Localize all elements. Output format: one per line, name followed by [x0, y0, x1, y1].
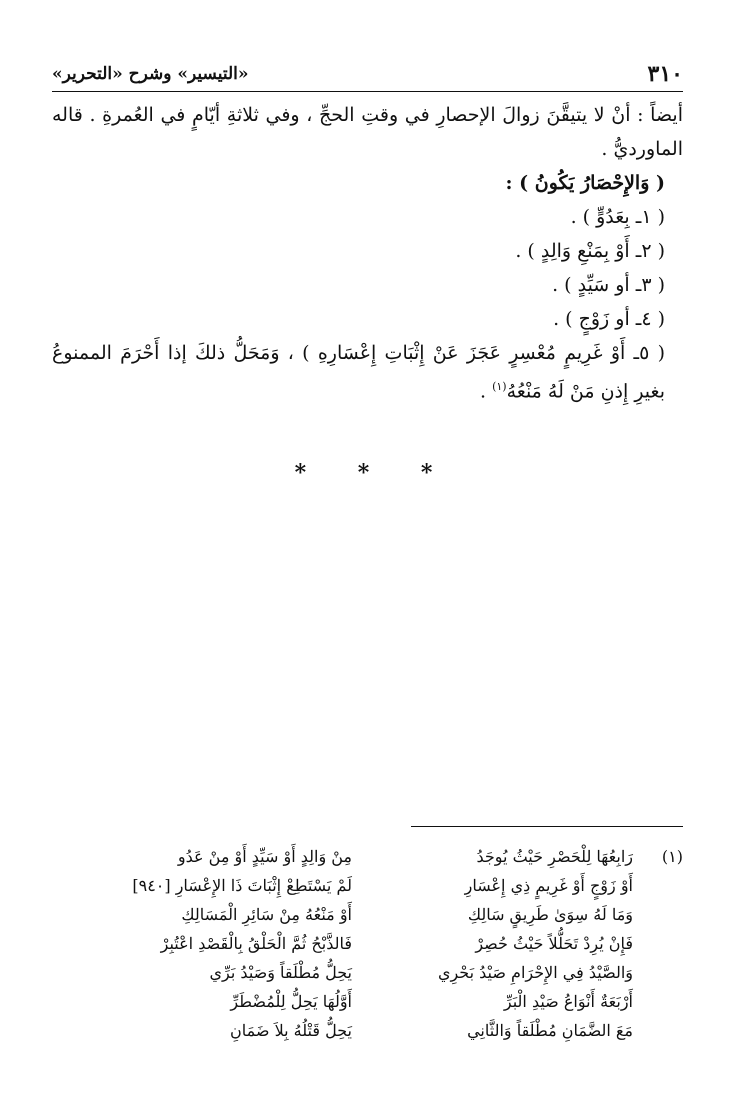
verse-line: أَوَّلُهَا يَحِلُّ لِلْمُضْطَرِّ — [230, 992, 352, 1011]
footnote-rule — [411, 826, 683, 827]
verse-line: مِنْ وَالِدٍ أَوْ سَيِّدٍ أَوْ مِنْ عَدُو — [177, 847, 352, 866]
footnote-marker: (١) — [661, 847, 683, 866]
paragraph-1: أيضاً : أنْ لا يتيقَّنَ زوالَ الإحصارِ في وقتِ الحجِّ ، وفي ثلاثةِ أيّامٍ في العُمرةِ . قاله الماورديُّ . — [52, 104, 683, 160]
verse-line: يَحِلُّ قَتْلُهُ بِلاَ ضَمَانِ — [230, 1021, 352, 1040]
verse-line: أَوْ زَوْجٍ أَوْ غَرِيمٍ ذِي إِعْسَارِ — [464, 876, 633, 895]
verse-line: لَمْ يَسْتَطِعْ إِثْبَاتَ ذَا الإِعْسَارِ [٩٤٠] — [132, 876, 352, 895]
list-item-5-text: ( ٥ـ أَوْ غَرِيمٍ مُعْسِرٍ عَجَزَ عَنْ إِثْبَاتِ إِعْسَارِهِ ) ، وَمَحَلُّ ذلكَ إذا أَحْرَمَ الممنوعُ بغيرِ إِذنِ مَنْ لَهُ مَنْعُهُ — [52, 342, 665, 403]
page-number: ٣١٠ — [647, 61, 683, 87]
body-text — [52, 98, 683, 408]
verse-line: يَحِلُّ مُطْلَقاً وَصَيْدُ بَرِّي — [209, 963, 352, 982]
list-item-5-end: . — [479, 380, 493, 403]
verse-line: رَابِعُهَا لِلْحَصْرِ حَيْثُ يُوجَدُ — [476, 847, 633, 866]
verse-line: فَالذَّبْحُ ثُمَّ الْحَلْقُ بِالْقَصْدِ اعْتُبِرْ — [160, 934, 352, 953]
list-item-5 — [52, 336, 683, 408]
page-header — [52, 60, 683, 88]
section-heading: ( وَالإِحْصَارُ يَكُونُ ) : — [505, 172, 665, 194]
list-item-2: ( ٢ـ أَوْ بِمَنْعِ وَالِدٍ ) . — [515, 240, 665, 262]
verse-line: مَعَ الضَّمَانِ مُطْلَقاً وَالثَّانِي — [467, 1021, 633, 1040]
header-rule — [52, 91, 683, 92]
verse-line: أَوْ مَنْعُهُ مِنْ سَائِرِ الْمَسَالِكِ — [181, 905, 352, 924]
list-item-3: ( ٣ـ أو سَيِّدٍ ) . — [552, 274, 665, 296]
verse-column-right — [393, 842, 633, 1045]
verse-column-left — [52, 842, 352, 1045]
footnote-ref: (١) — [492, 380, 507, 393]
section-separator: * * * — [294, 460, 455, 486]
running-title: «التيسير» وشرح «التحرير» — [52, 64, 249, 84]
verse-line: وَمَا لَهُ سِوَىٰ طَرِيقٍ سَالِكِ — [467, 905, 633, 924]
list-item-1: ( ١ـ بِعَدُوٍّ ) . — [570, 206, 665, 228]
verse-line: أَرْبَعَةٌ أَنْوَاعُ صَيْدِ الْبَرِّ — [503, 992, 633, 1011]
list-item-4: ( ٤ـ أو زَوْجٍ ) . — [553, 308, 665, 330]
verse-line: وَالصَّيْدُ فِي الإِحْرَامِ صَيْدُ بَحْرِي — [437, 963, 633, 982]
verse-line: فَإِنْ يُرِدْ تَحَلُّلاً حَيْثُ حُصِرْ — [475, 934, 633, 953]
